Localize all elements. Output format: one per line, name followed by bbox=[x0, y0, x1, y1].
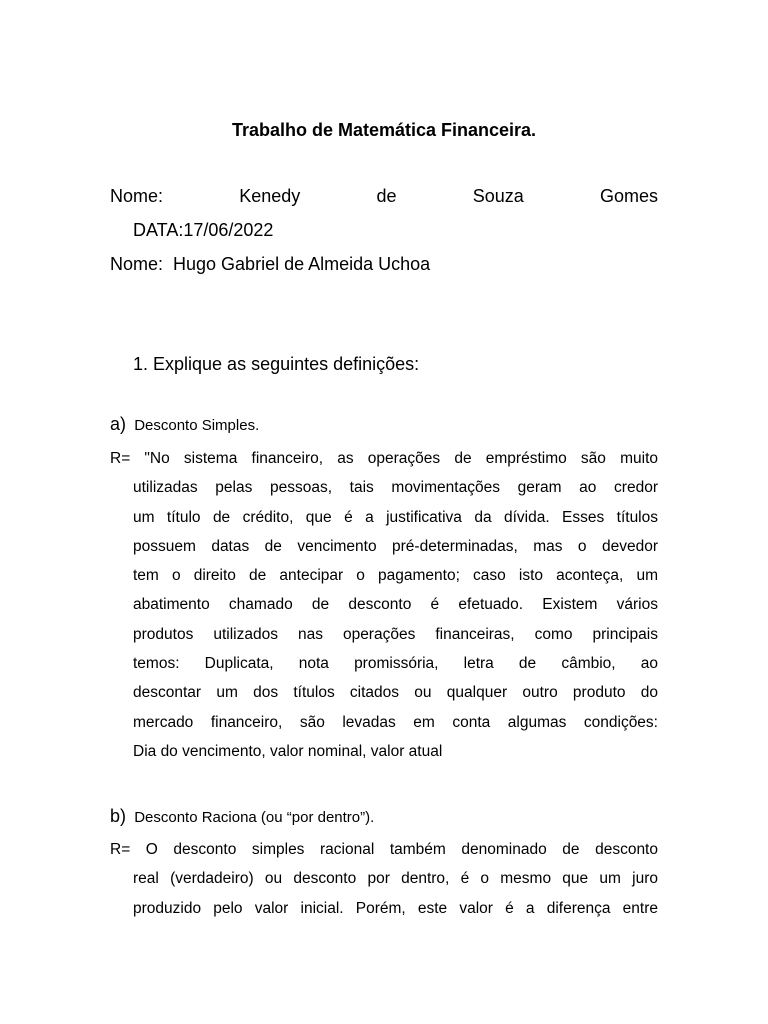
document-title: Trabalho de Matemática Financeira. bbox=[231, 120, 537, 140]
answer-line: temos: Duplicata, nota promissória, letra de câmbio, ao bbox=[133, 655, 658, 673]
answer-line: descontar um dos títulos citados ou qualquer outro produto do bbox=[133, 684, 658, 702]
answer-line: tem o direito de antecipar o pagamento; caso isto aconteça, um bbox=[133, 567, 658, 585]
answer-line: Dia do vencimento, valor nominal, valor atual bbox=[133, 742, 443, 760]
name-label: Nome: bbox=[110, 186, 164, 206]
name-line-1 bbox=[110, 186, 658, 207]
date-line: DATA:17/06/2022 bbox=[133, 220, 274, 240]
item-b-answer bbox=[110, 835, 658, 923]
answer-line: produzido pelo valor inicial. Porém, este valor é a diferença entre bbox=[133, 899, 658, 917]
name-word: Gomes bbox=[599, 186, 658, 206]
answer-line: R= "No sistema financeiro, as operações de empréstimo são muito bbox=[110, 450, 658, 467]
answer-line: possuem datas de vencimento pré-determinadas, mas o devedor bbox=[133, 537, 658, 555]
name-word: Souza bbox=[472, 186, 524, 206]
item-a-answer bbox=[110, 444, 658, 766]
item-letter: b) bbox=[110, 806, 127, 826]
item-title: Desconto Raciona (ou “por dentro”). bbox=[134, 809, 375, 826]
item-a-heading bbox=[110, 414, 259, 435]
question-heading: 1. Explique as seguintes definições: bbox=[133, 354, 420, 374]
name-word: de bbox=[376, 186, 397, 206]
answer-line: um título de crédito, que é a justificativa da dívida. Esses títulos bbox=[133, 508, 658, 526]
answer-line: mercado financeiro, são levadas em conta algumas condições: bbox=[133, 713, 658, 731]
item-b-heading bbox=[110, 806, 374, 827]
answer-line: abatimento chamado de desconto é efetuado. Existem vários bbox=[133, 596, 658, 614]
answer-line: utilizadas pelas pessoas, tais movimentações geram ao credor bbox=[133, 479, 658, 497]
name-line-2: Nome: Hugo Gabriel de Almeida Uchoa bbox=[110, 254, 431, 274]
item-letter: a) bbox=[110, 414, 127, 434]
item-title: Desconto Simples. bbox=[134, 417, 260, 434]
name-word: Kenedy bbox=[239, 186, 301, 206]
answer-line: R= O desconto simples racional também denominado de desconto bbox=[110, 841, 658, 858]
answer-line: produtos utilizados nas operações financeiras, como principais bbox=[133, 625, 658, 643]
answer-line: real (verdadeiro) ou desconto por dentro, é o mesmo que um juro bbox=[133, 870, 658, 888]
